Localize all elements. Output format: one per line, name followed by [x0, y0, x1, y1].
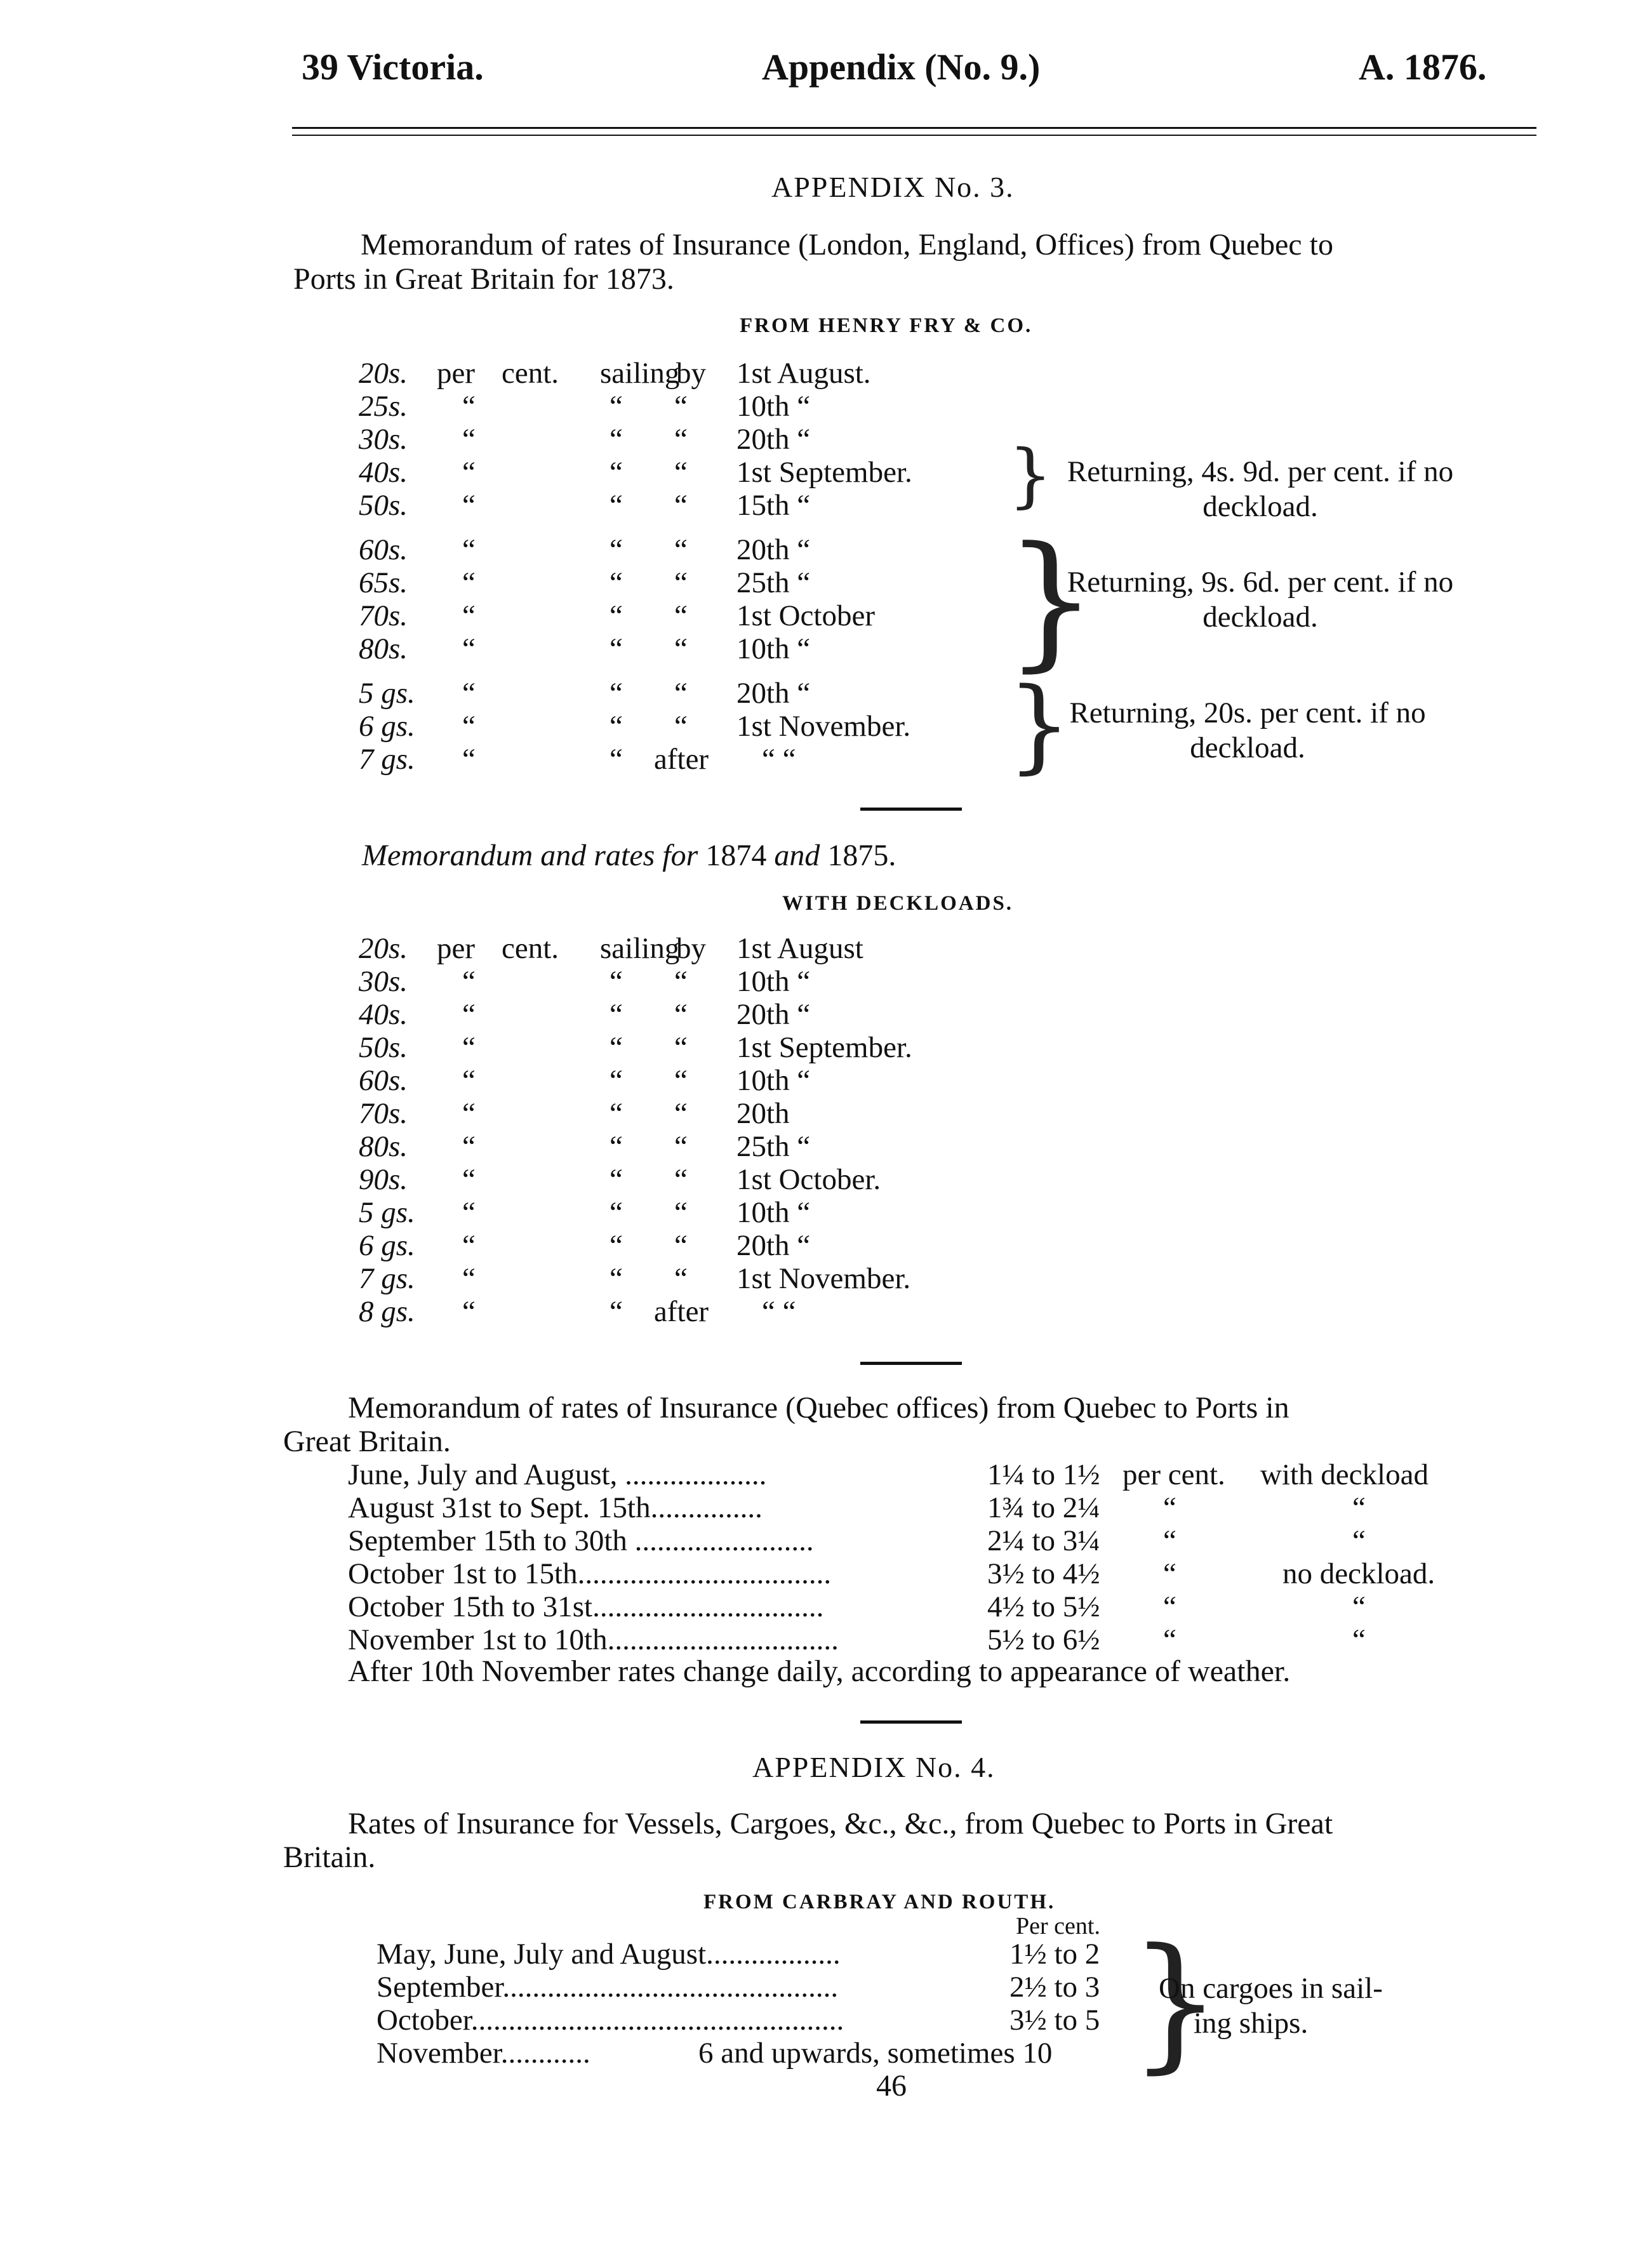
- cell-sail: “: [610, 1196, 623, 1229]
- cell-date: “ “: [762, 1295, 796, 1328]
- cell-by: “: [674, 1031, 688, 1064]
- quebec-rate: 4½ to 5½: [987, 1590, 1100, 1623]
- cell-pc: “: [462, 677, 476, 710]
- memo-1874-part-a: Memorandum and rates for: [362, 839, 698, 872]
- cell-amount: 80s.: [359, 632, 408, 665]
- period-text: November: [376, 2037, 501, 2070]
- cell-pc: “: [462, 1097, 476, 1130]
- leader-dots: ...................: [625, 1458, 767, 1491]
- leader-dots: ...............................: [607, 1623, 839, 1656]
- cell-amount: 40s.: [359, 456, 408, 489]
- cell-sail: “: [610, 965, 623, 998]
- cell-date: 10th “: [736, 390, 811, 423]
- cell-by: “: [674, 423, 688, 456]
- cell-sail: “: [610, 489, 623, 522]
- cell-amount: 70s.: [359, 1097, 408, 1130]
- cell-pc: “: [462, 1064, 476, 1097]
- note-1873-3: Returning, 20s. per cent. if no deckload.: [1069, 696, 1426, 764]
- cell-pc: “: [462, 489, 476, 522]
- cell-sail: “: [610, 599, 623, 632]
- cell-by: “: [674, 1163, 688, 1196]
- appendix4-rate: 3½ to 5: [1009, 2004, 1100, 2037]
- quebec-rate: 1¾ to 2¼: [987, 1491, 1100, 1524]
- brace-2: }: [1004, 516, 1098, 686]
- header-left: 39 Victoria.: [302, 46, 484, 88]
- quebec-note: no deckload.: [1282, 1557, 1436, 1590]
- cell-date: 20th “: [736, 423, 811, 456]
- quebec-unit: “: [1163, 1491, 1176, 1524]
- cell-pc: “: [462, 710, 476, 743]
- cell-date: 1st October: [736, 599, 875, 632]
- appendix4-note-line1: On cargoes in sail-: [1159, 1972, 1383, 2005]
- cell-sail: “: [610, 1229, 623, 1262]
- leader-dots: ..................................................: [470, 2004, 844, 2037]
- appendix4-note: [1159, 1971, 1438, 2041]
- cell-amount: 60s.: [359, 1064, 408, 1097]
- cell-pc: “: [462, 533, 476, 566]
- cell-sail: “: [610, 1295, 623, 1328]
- leader-dots: ..................: [706, 1938, 841, 1971]
- cell-pc: “: [462, 456, 476, 489]
- memo-1874-part-d: 1875.: [827, 839, 896, 872]
- cell-amount: 7 gs.: [359, 1262, 415, 1295]
- cell-pc: “: [462, 599, 476, 632]
- header-rule-top: [292, 127, 1536, 129]
- cell-amount: 30s.: [359, 423, 408, 456]
- leader-dots: .............................................: [502, 1971, 839, 2004]
- cell-pc: “: [462, 1130, 476, 1163]
- cell-date: 25th “: [736, 566, 811, 599]
- cell-by: “: [674, 390, 688, 423]
- cell-date: 10th “: [736, 1064, 811, 1097]
- cell-amount: 50s.: [359, 489, 408, 522]
- quebec-memo-line2: Great Britain.: [283, 1425, 451, 1458]
- appendix4-rate: 2½ to 3: [1009, 1971, 1100, 2004]
- leader-dots: ...............................: [592, 1590, 824, 1623]
- cell-date: 10th “: [736, 632, 811, 665]
- appendix4-source: FROM CARBRAY AND ROUTH.: [703, 1891, 1056, 1913]
- separator-3: [860, 1720, 962, 1724]
- cell-sail: “: [610, 1031, 623, 1064]
- cell-sail: “: [610, 566, 623, 599]
- cell-amount: 60s.: [359, 533, 408, 566]
- separator-2: [860, 1362, 962, 1365]
- cell-pc: “: [462, 566, 476, 599]
- quebec-period: [348, 1590, 823, 1623]
- cell-by: “: [674, 566, 688, 599]
- cell-by: “: [674, 1097, 688, 1130]
- cell-pc: “: [462, 743, 476, 776]
- cell-sail: “: [610, 710, 623, 743]
- period-text: September: [376, 1971, 503, 2004]
- note-1873-1: Returning, 4s. 9d. per cent. if no deckload.: [1067, 455, 1454, 523]
- cell-date: 1st November.: [736, 1262, 911, 1295]
- cell-amount: 80s.: [359, 1130, 408, 1163]
- cell-amount: 70s.: [359, 599, 408, 632]
- after-note: After 10th November rates change daily, according to appearance of weather.: [348, 1654, 1291, 1688]
- cell-sail: “: [610, 632, 623, 665]
- brace-3: }: [1007, 665, 1072, 784]
- cell-by: by: [676, 932, 706, 965]
- cell-pc: “: [462, 390, 476, 423]
- cell-date: 1st November.: [736, 710, 911, 743]
- cell-by: “: [674, 533, 688, 566]
- cell-date: 25th “: [736, 1130, 811, 1163]
- cell-by: after: [654, 1295, 709, 1328]
- cell-date: 10th “: [736, 1196, 811, 1229]
- cell-by: “: [674, 710, 688, 743]
- quebec-period: [348, 1491, 763, 1524]
- period-text: November 1st to 10th: [348, 1623, 608, 1656]
- period-text: October 1st to 15th: [348, 1557, 578, 1590]
- cell-sail: sailing: [600, 932, 680, 965]
- cell-pc: “: [462, 1031, 476, 1064]
- quebec-period: [348, 1524, 814, 1557]
- cell-date: 1st August.: [736, 357, 871, 390]
- cell-pc: “: [462, 965, 476, 998]
- cell-pc: per: [437, 357, 476, 390]
- cell-by: “: [674, 1229, 688, 1262]
- cell-date: 1st August: [736, 932, 863, 965]
- cell-date: 20th “: [736, 533, 811, 566]
- cell-sail: “: [610, 677, 623, 710]
- cell-pc: “: [462, 1163, 476, 1196]
- cell-pc: “: [462, 1295, 476, 1328]
- cell-date: “ “: [762, 743, 796, 776]
- quebec-note: “: [1352, 1491, 1366, 1524]
- cell-by: “: [674, 1262, 688, 1295]
- cell-by: “: [674, 677, 688, 710]
- quebec-period: [348, 1623, 839, 1656]
- cell-by: “: [674, 632, 688, 665]
- cell-sail: sailing: [600, 357, 680, 390]
- cell-pc: “: [462, 998, 476, 1031]
- cell-by: “: [674, 1064, 688, 1097]
- quebec-rate: 3½ to 4½: [987, 1557, 1100, 1590]
- quebec-unit: per cent.: [1122, 1458, 1225, 1491]
- cell-date: 20th: [736, 1097, 790, 1130]
- cell-sail: “: [610, 1130, 623, 1163]
- period-text: October 15th to 31st: [348, 1590, 593, 1623]
- quebec-memo-line1: Memorandum of rates of Insurance (Quebec offices) from Quebec to Ports in: [348, 1391, 1289, 1425]
- header-rule-bottom: [292, 135, 1536, 136]
- cell-pc: “: [462, 632, 476, 665]
- cell-by: “: [674, 456, 688, 489]
- cell-sail: “: [610, 390, 623, 423]
- cell-date: 1st September.: [736, 1031, 912, 1064]
- cell-pc: “: [462, 1196, 476, 1229]
- cell-sail: “: [610, 743, 623, 776]
- period-text: August 31st to Sept. 15th: [348, 1491, 651, 1524]
- cell-amount: 6 gs.: [359, 1229, 415, 1262]
- appendix3-intro-line1: Memorandum of rates of Insurance (London, England, Offices) from Quebec to: [361, 228, 1333, 262]
- appendix4-period: [376, 1938, 841, 1971]
- cell-amount: 8 gs.: [359, 1295, 415, 1328]
- appendix4-intro-line1: Rates of Insurance for Vessels, Cargoes, &c., &c., from Quebec to Ports in Great: [348, 1807, 1333, 1840]
- quebec-note: “: [1352, 1623, 1366, 1656]
- cell-by: “: [674, 998, 688, 1031]
- cell-date: 10th “: [736, 965, 811, 998]
- cell-amount: 90s.: [359, 1163, 408, 1196]
- appendix4-period: [376, 2037, 590, 2070]
- cell-by: “: [674, 1130, 688, 1163]
- cell-amount: 25s.: [359, 390, 408, 423]
- cell-by: “: [674, 965, 688, 998]
- cell-sail: “: [610, 423, 623, 456]
- leader-dots: ............: [500, 2037, 590, 2070]
- cell-by: by: [676, 357, 706, 390]
- per-cent-header: Per cent.: [1016, 1913, 1100, 1939]
- quebec-rate: 2¼ to 3¼: [987, 1524, 1100, 1557]
- cell-date: 20th “: [736, 998, 811, 1031]
- leader-dots: ........................: [634, 1524, 814, 1557]
- note-1873-2: Returning, 9s. 6d. per cent. if no deckload.: [1067, 566, 1454, 634]
- appendix4-title: APPENDIX No. 4.: [752, 1751, 996, 1783]
- cell-sail: “: [610, 1262, 623, 1295]
- appendix4-period: [376, 1971, 838, 2004]
- cell-by: “: [674, 1196, 688, 1229]
- cell-cent: cent.: [502, 932, 559, 965]
- cell-pc: per: [437, 932, 476, 965]
- appendix3-source: FROM HENRY FRY & CO.: [740, 314, 1033, 337]
- cell-amount: 20s.: [359, 357, 408, 390]
- cell-date: 20th “: [736, 677, 811, 710]
- period-text: October: [376, 2004, 471, 2037]
- quebec-period: [348, 1458, 766, 1491]
- cell-by: “: [674, 489, 688, 522]
- quebec-unit: “: [1163, 1623, 1176, 1656]
- cell-sail: “: [610, 1064, 623, 1097]
- cell-sail: “: [610, 1097, 623, 1130]
- cell-amount: 20s.: [359, 932, 408, 965]
- brace-4: }: [1129, 1918, 1222, 2087]
- period-text: September 15th to 30th: [348, 1524, 635, 1557]
- cell-sail: “: [610, 1163, 623, 1196]
- appendix4-rate: 1½ to 2: [1009, 1938, 1100, 1971]
- appendix4-period: [376, 2004, 844, 2037]
- quebec-unit: “: [1163, 1590, 1176, 1623]
- page-number: 46: [876, 2069, 907, 2103]
- cell-amount: 7 gs.: [359, 743, 415, 776]
- separator-1: [860, 808, 962, 811]
- cell-amount: 65s.: [359, 566, 408, 599]
- header-center: Appendix (No. 9.): [762, 46, 1041, 88]
- cell-sail: “: [610, 533, 623, 566]
- brace-1: }: [1008, 434, 1053, 516]
- cell-amount: 5 gs.: [359, 677, 415, 710]
- cell-by: after: [654, 743, 709, 776]
- with-deckloads-heading: WITH DECKLOADS.: [782, 892, 1014, 915]
- appendix4-intro-line2: Britain.: [283, 1840, 376, 1874]
- quebec-note: “: [1352, 1524, 1366, 1557]
- period-text: June, July and August,: [348, 1458, 625, 1491]
- cell-amount: 30s.: [359, 965, 408, 998]
- cell-pc: “: [462, 423, 476, 456]
- quebec-unit: “: [1163, 1524, 1176, 1557]
- cell-pc: “: [462, 1229, 476, 1262]
- cell-date: 20th “: [736, 1229, 811, 1262]
- cell-by: “: [674, 599, 688, 632]
- cell-date: 15th “: [736, 489, 811, 522]
- memo-1874-part-b: 1874: [705, 839, 767, 872]
- quebec-note: “: [1352, 1590, 1366, 1623]
- cell-date: 1st October.: [736, 1163, 881, 1196]
- quebec-note: with deckload: [1260, 1458, 1429, 1491]
- appendix3-intro-line2: Ports in Great Britain for 1873.: [293, 262, 674, 296]
- memo-1874-part-c: and: [774, 839, 820, 872]
- cell-sail: “: [610, 456, 623, 489]
- cell-pc: “: [462, 1262, 476, 1295]
- cell-cent: cent.: [502, 357, 559, 390]
- cell-amount: 6 gs.: [359, 710, 415, 743]
- quebec-rate: 1¼ to 1½: [987, 1458, 1100, 1491]
- leader-dots: ...............: [650, 1491, 763, 1524]
- memo-1874-title: [362, 838, 896, 873]
- cell-amount: 5 gs.: [359, 1196, 415, 1229]
- quebec-unit: “: [1163, 1557, 1176, 1590]
- period-text: May, June, July and August: [376, 1938, 707, 1971]
- cell-amount: 40s.: [359, 998, 408, 1031]
- appendix3-title: APPENDIX No. 3.: [771, 171, 1015, 203]
- appendix4-note-line2: ing ships.: [1194, 2007, 1309, 2040]
- cell-date: 1st September.: [736, 456, 912, 489]
- appendix4-rate: 6 and upwards, sometimes 10: [698, 2037, 1053, 2070]
- cell-sail: “: [610, 998, 623, 1031]
- quebec-period: [348, 1557, 831, 1590]
- header-right: A. 1876.: [1359, 46, 1487, 88]
- quebec-rate: 5½ to 6½: [987, 1623, 1100, 1656]
- leader-dots: ..................................: [577, 1557, 832, 1590]
- cell-amount: 50s.: [359, 1031, 408, 1064]
